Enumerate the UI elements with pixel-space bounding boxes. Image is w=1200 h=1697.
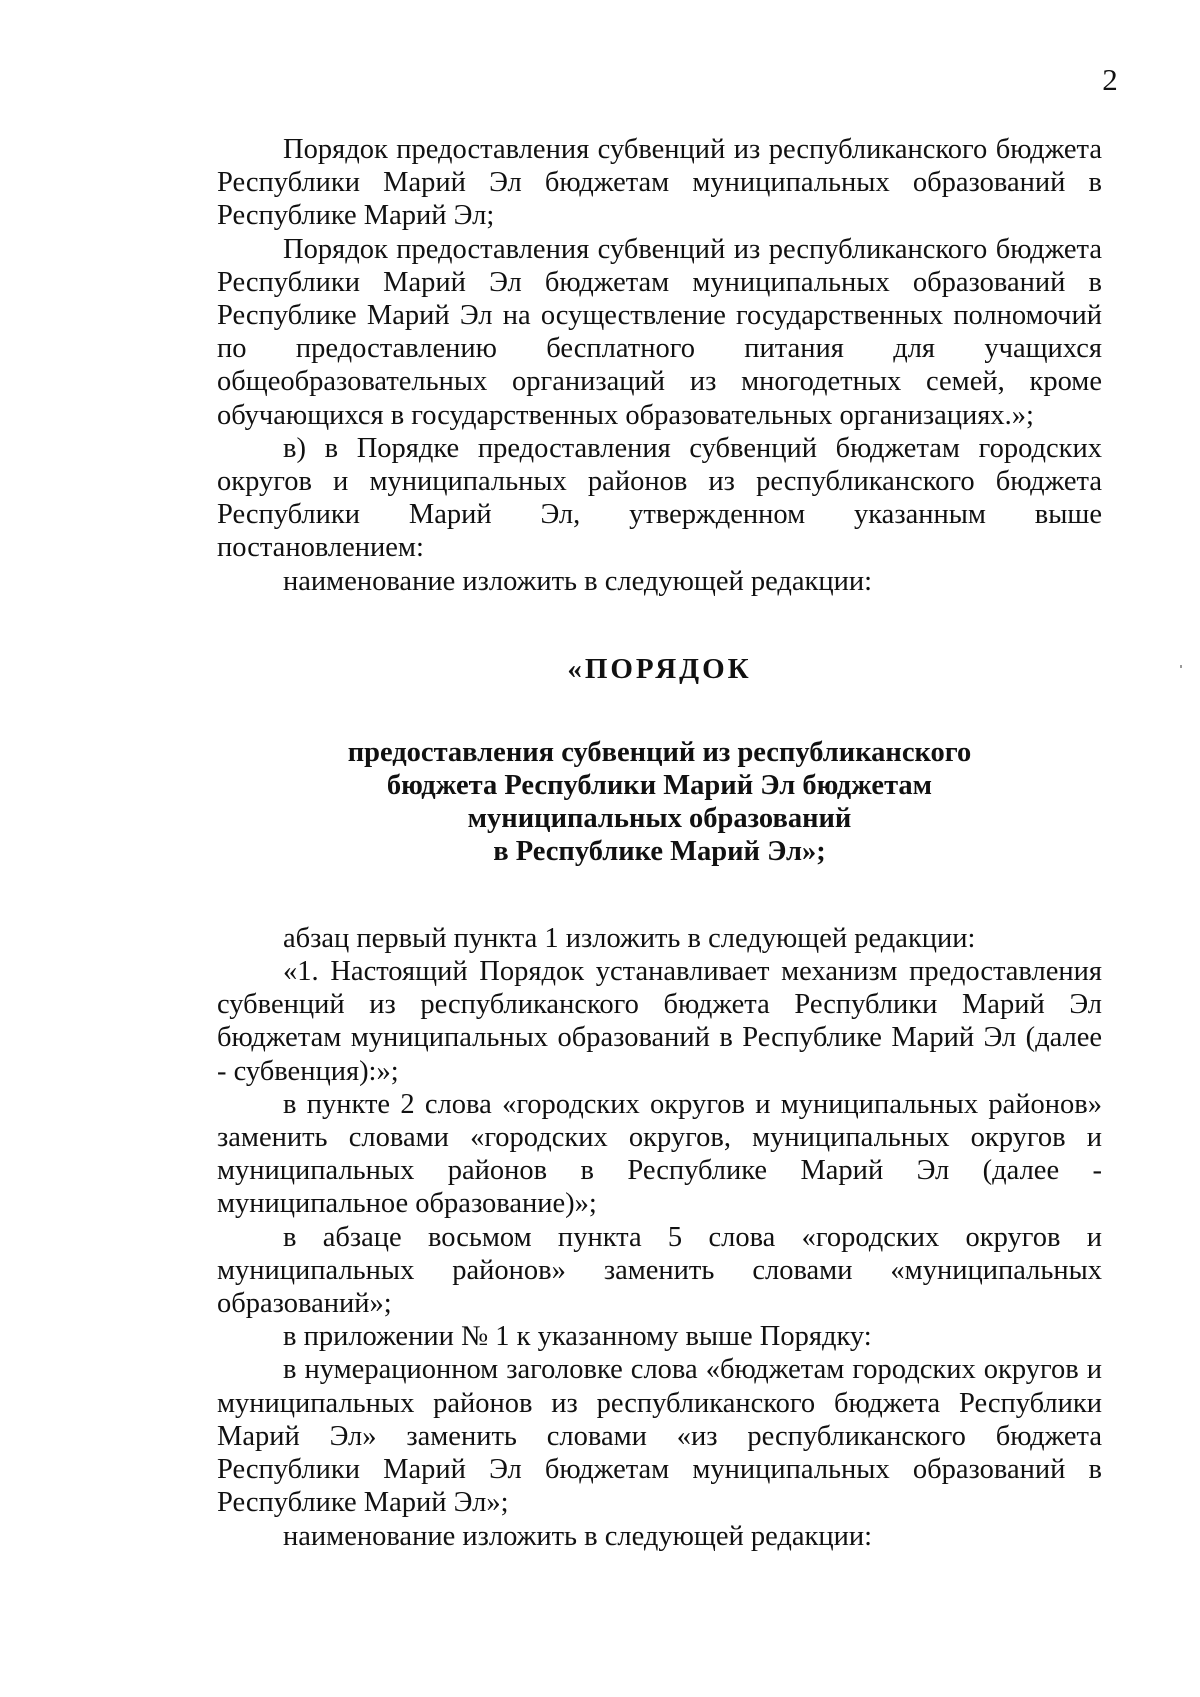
section-title: «ПОРЯДОК (567, 652, 752, 685)
document-body (217, 133, 1102, 1553)
subtitle-line: предоставления субвенций из республиканского (347, 736, 972, 768)
paragraph: в абзаце восьмом пункта 5 слова «городских округов и муниципальных районов» заменить словами «муниципальных образований»; (217, 1221, 1102, 1320)
paragraph: Порядок предоставления субвенций из республиканского бюджета Республики Марий Эл бюджетам муниципальных образований в Республике Марий Эл на осуществление государственных полномочий по предоставлению бесплатного питания для учащихся общеобразовательных организаций из многодетных семей, кроме обучающихся в государственных образовательных организациях.»; (217, 233, 1102, 431)
scan-speck (1180, 665, 1182, 668)
paragraph: в пункте 2 слова «городских округов и муниципальных районов» заменить словами «городских округов, муниципальных округов и муниципальных районов в Республике Марий Эл (далее - муниципальное образование)»; (217, 1088, 1102, 1220)
paragraph: «1. Настоящий Порядок устанавливает механизм предоставления субвенций из республиканского бюджета Республики Марий Эл бюджетам муниципальных образований в Республике Марий Эл (далее - субвенция):»; (217, 956, 1102, 1087)
paragraph: в приложении № 1 к указанному выше Порядку: (283, 1321, 872, 1353)
subtitle-line: муниципальных образований (467, 802, 852, 834)
paragraph: Порядок предоставления субвенций из республиканского бюджета Республики Марий Эл бюджетам муниципальных образований в Республике Марий Эл; (217, 134, 1102, 232)
paragraph: абзац первый пункта 1 изложить в следующей редакции: (283, 922, 976, 954)
page-number: 2 (1102, 62, 1118, 97)
subtitle-line: бюджета Республики Марий Эл бюджетам (386, 769, 933, 801)
paragraph: в) в Порядке предоставления субвенций бюджетам городских округов и муниципальных районов из республиканского бюджета Республики Марий Эл, утвержденном указанным выше постановлением: (217, 432, 1102, 564)
section-subtitle (217, 736, 1102, 868)
paragraph: в нумерационном заголовке слова «бюджетам городских округов и муниципальных районов из республиканского бюджета Республики Марий Эл» заменить словами «из республиканского бюджета Республики Марий Эл бюджетам муниципальных образований в Республике Марий Эл»; (217, 1354, 1102, 1519)
paragraph: наименование изложить в следующей редакции: (283, 565, 873, 597)
paragraph: наименование изложить в следующей редакции: (283, 1520, 873, 1552)
subtitle-line: в Республике Марий Эл»; (493, 835, 826, 867)
